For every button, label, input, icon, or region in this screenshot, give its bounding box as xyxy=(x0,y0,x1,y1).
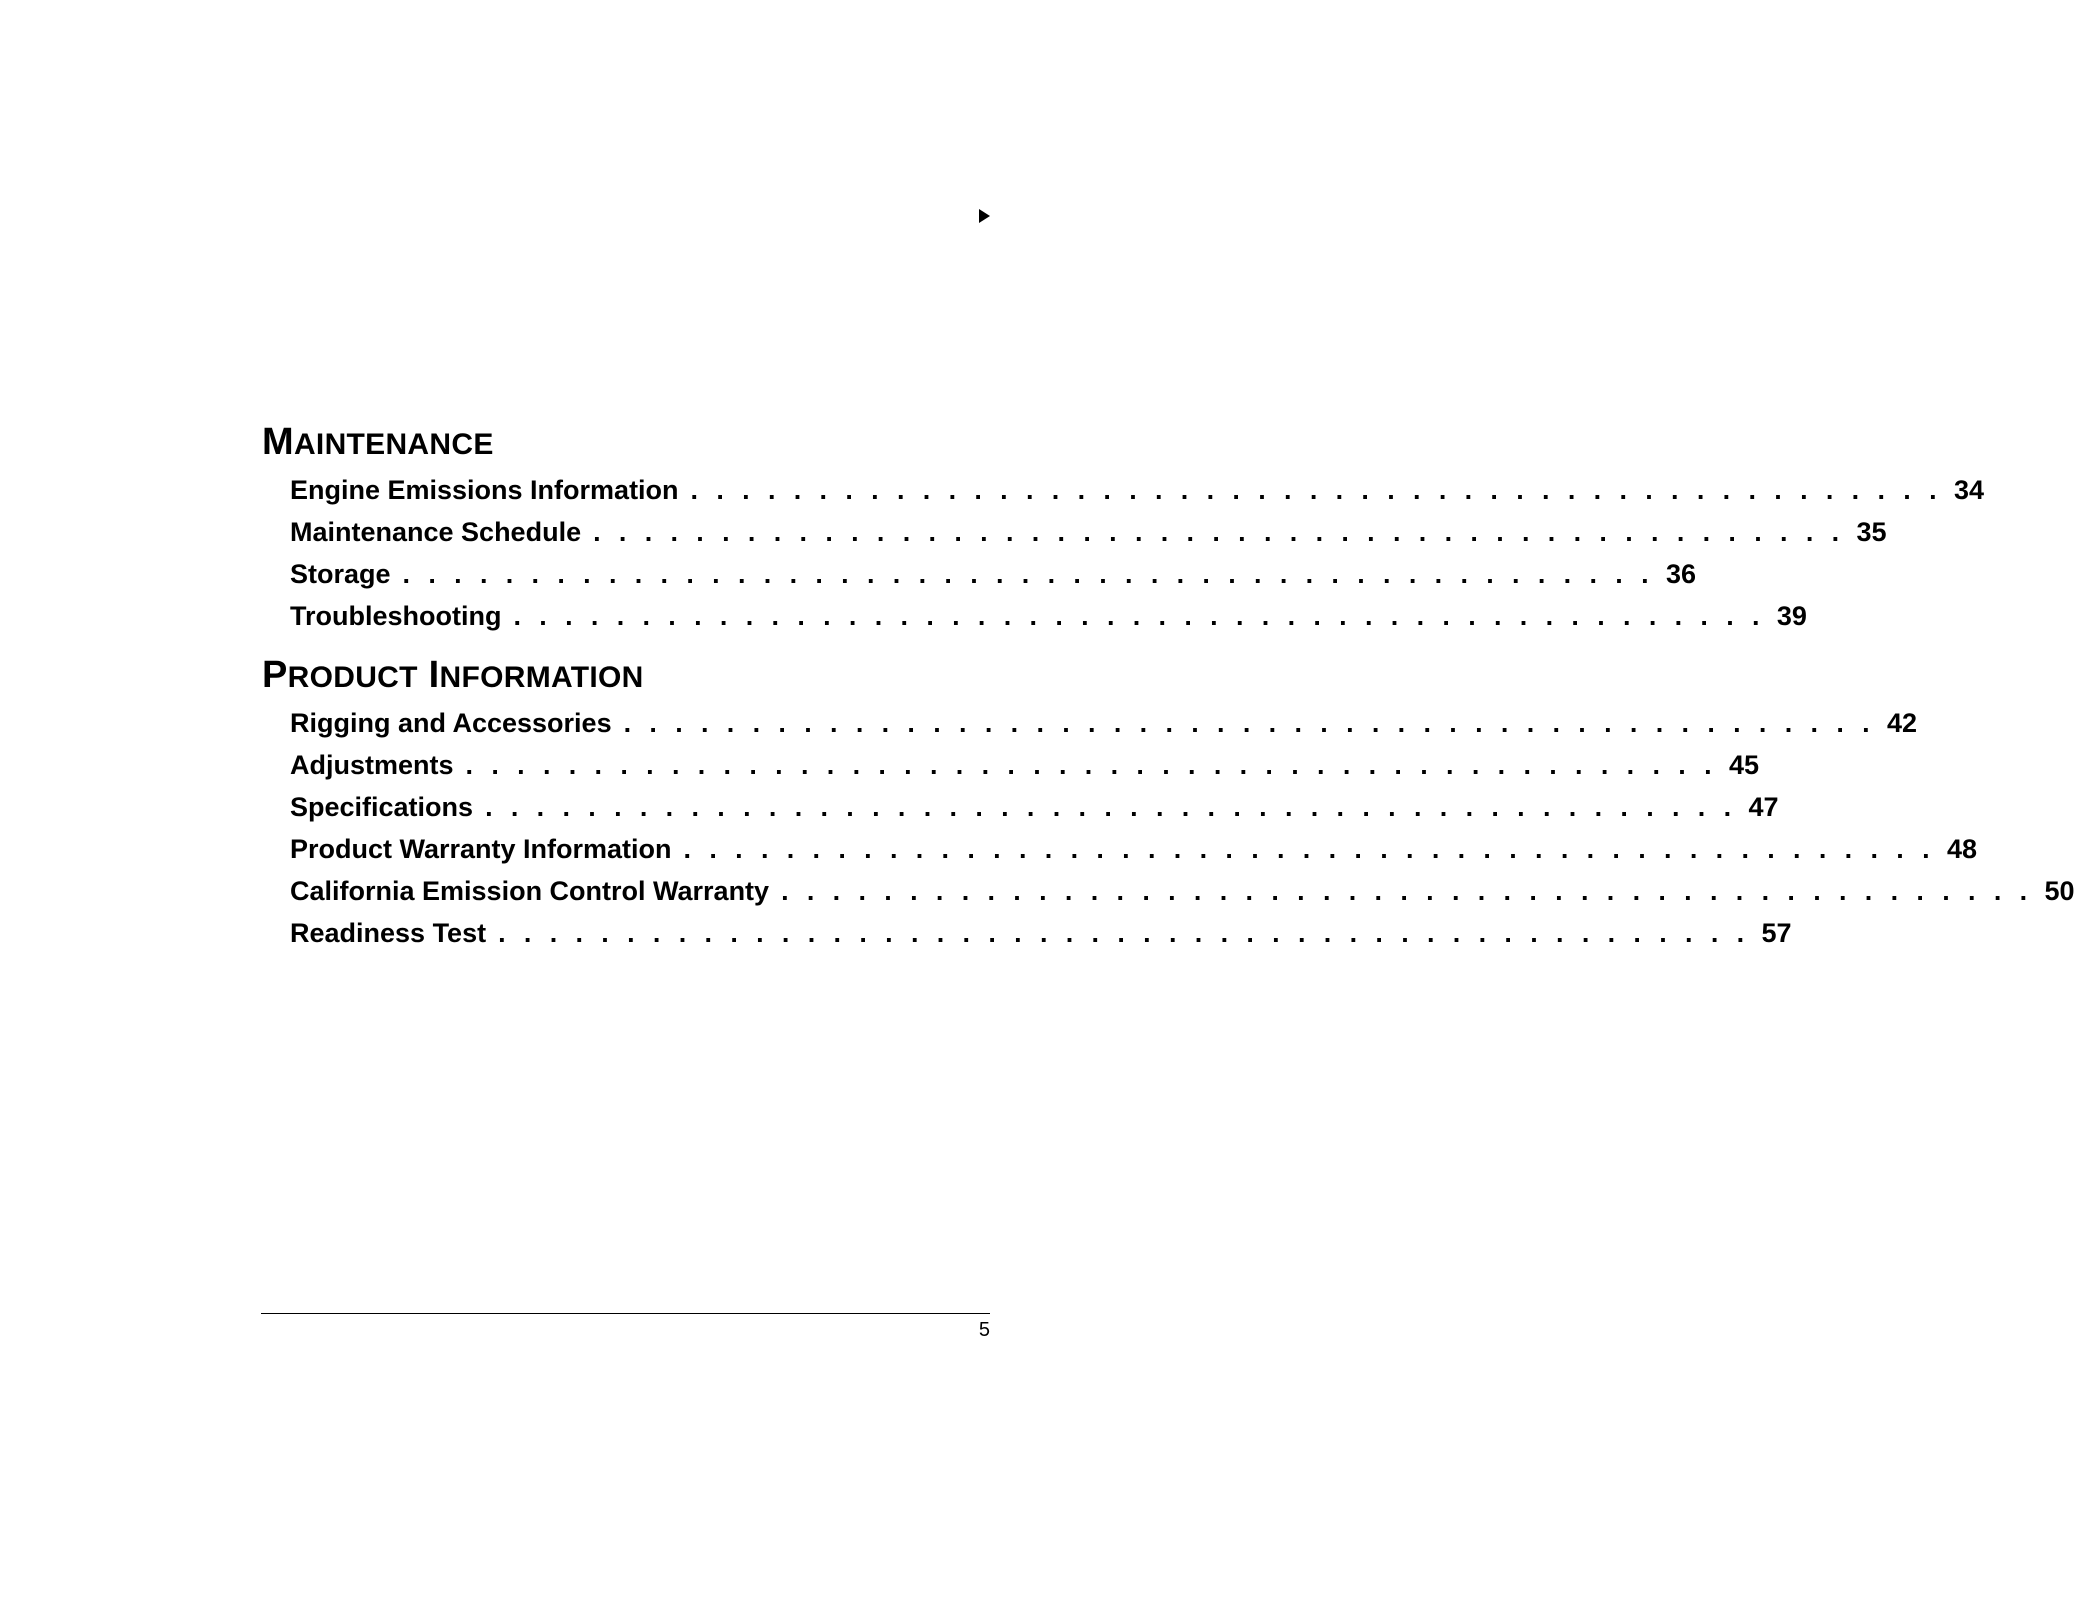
dot-leader: . . . . . . . . . . . . . . . . . . . . . . . . . . . . . . . . . . . . . . . . . . . . . . . . . xyxy=(485,792,1737,822)
toc-entry-page: 35 xyxy=(1856,517,1887,547)
toc-entry-page: 34 xyxy=(1953,475,1984,505)
toc-entry-page: 57 xyxy=(1761,918,1792,948)
toc-entry[interactable] xyxy=(290,553,1696,595)
continue-arrow-icon xyxy=(979,209,990,223)
dot-leader: . . . . . . . . . . . . . . . . . . . . . . . . . . . . . . . . . . . . . . . . . . . . . . . . . xyxy=(465,750,1717,780)
toc-entry-label: Troubleshooting xyxy=(290,601,502,631)
table-of-contents xyxy=(262,418,2075,954)
toc-section-maintenance xyxy=(262,418,1984,637)
footer-rule xyxy=(261,1313,990,1314)
dot-leader: . . . . . . . . . . . . . . . . . . . . . . . . . . . . . . . . . . . . . . . . . . . . . . . . . xyxy=(513,601,1765,631)
toc-entry[interactable] xyxy=(290,828,1977,870)
toc-entry[interactable] xyxy=(290,912,1792,954)
toc-entry-page: 45 xyxy=(1728,750,1759,780)
dot-leader: . . . . . . . . . . . . . . . . . . . . . . . . . . . . . . . . . . . . . . . . . . . . . . . . . xyxy=(683,834,1935,864)
dot-leader: . . . . . . . . . . . . . . . . . . . . . . . . . . . . . . . . . . . . . . . . . . . . . . . . . xyxy=(690,475,1942,505)
toc-entry-page: 39 xyxy=(1776,601,1807,631)
toc-entry-label: Engine Emissions Information xyxy=(290,475,679,505)
dot-leader: . . . . . . . . . . . . . . . . . . . . . . . . . . . . . . . . . . . . . . . . . . . . . . . . . xyxy=(623,708,1876,738)
toc-entry[interactable] xyxy=(290,870,2075,912)
toc-section-product-information xyxy=(262,651,2075,954)
toc-entry-list xyxy=(262,469,1984,637)
toc-entry-page: 36 xyxy=(1665,559,1696,589)
dot-leader: . . . . . . . . . . . . . . . . . . . . . . . . . . . . . . . . . . . . . . . . . . . . . . . . . xyxy=(402,559,1654,589)
toc-entry-label: California Emission Control Warranty xyxy=(290,876,770,906)
dot-leader: . . . . . . . . . . . . . . . . . . . . . . . . . . . . . . . . . . . . . . . . . . . . . . . . . xyxy=(498,918,1750,948)
toc-entry-label: Maintenance Schedule xyxy=(290,517,582,547)
toc-entry-page: 47 xyxy=(1748,792,1779,822)
dot-leader: . . . . . . . . . . . . . . . . . . . . . . . . . . . . . . . . . . . . . . . . . . . . . . . . . xyxy=(593,517,1845,547)
toc-entry[interactable] xyxy=(290,702,1918,744)
section-heading: PRODUCT INFORMATION xyxy=(262,654,644,696)
toc-entry-label: Storage xyxy=(290,559,391,589)
toc-entry-label: Product Warranty Information xyxy=(290,834,672,864)
toc-entry-page: 50 xyxy=(2044,876,2075,906)
toc-entry-label: Adjustments xyxy=(290,750,454,780)
toc-entry[interactable] xyxy=(290,511,1887,553)
toc-entry-label: Rigging and Accessories xyxy=(290,708,612,738)
toc-entry[interactable] xyxy=(290,595,1807,637)
toc-entry-list xyxy=(262,702,2075,954)
toc-entry[interactable] xyxy=(290,469,1984,511)
toc-entry-label: Readiness Test xyxy=(290,918,487,948)
toc-entry[interactable] xyxy=(290,744,1759,786)
dot-leader: . . . . . . . . . . . . . . . . . . . . . . . . . . . . . . . . . . . . . . . . . . . . . . . . . xyxy=(781,876,2033,906)
toc-entry-page: 42 xyxy=(1887,708,1918,738)
section-heading: MAINTENANCE xyxy=(262,421,494,463)
toc-entry-page: 48 xyxy=(1946,834,1977,864)
page-number: 5 xyxy=(978,1319,990,1341)
toc-entry-label: Specifications xyxy=(290,792,474,822)
toc-entry[interactable] xyxy=(290,786,1779,828)
